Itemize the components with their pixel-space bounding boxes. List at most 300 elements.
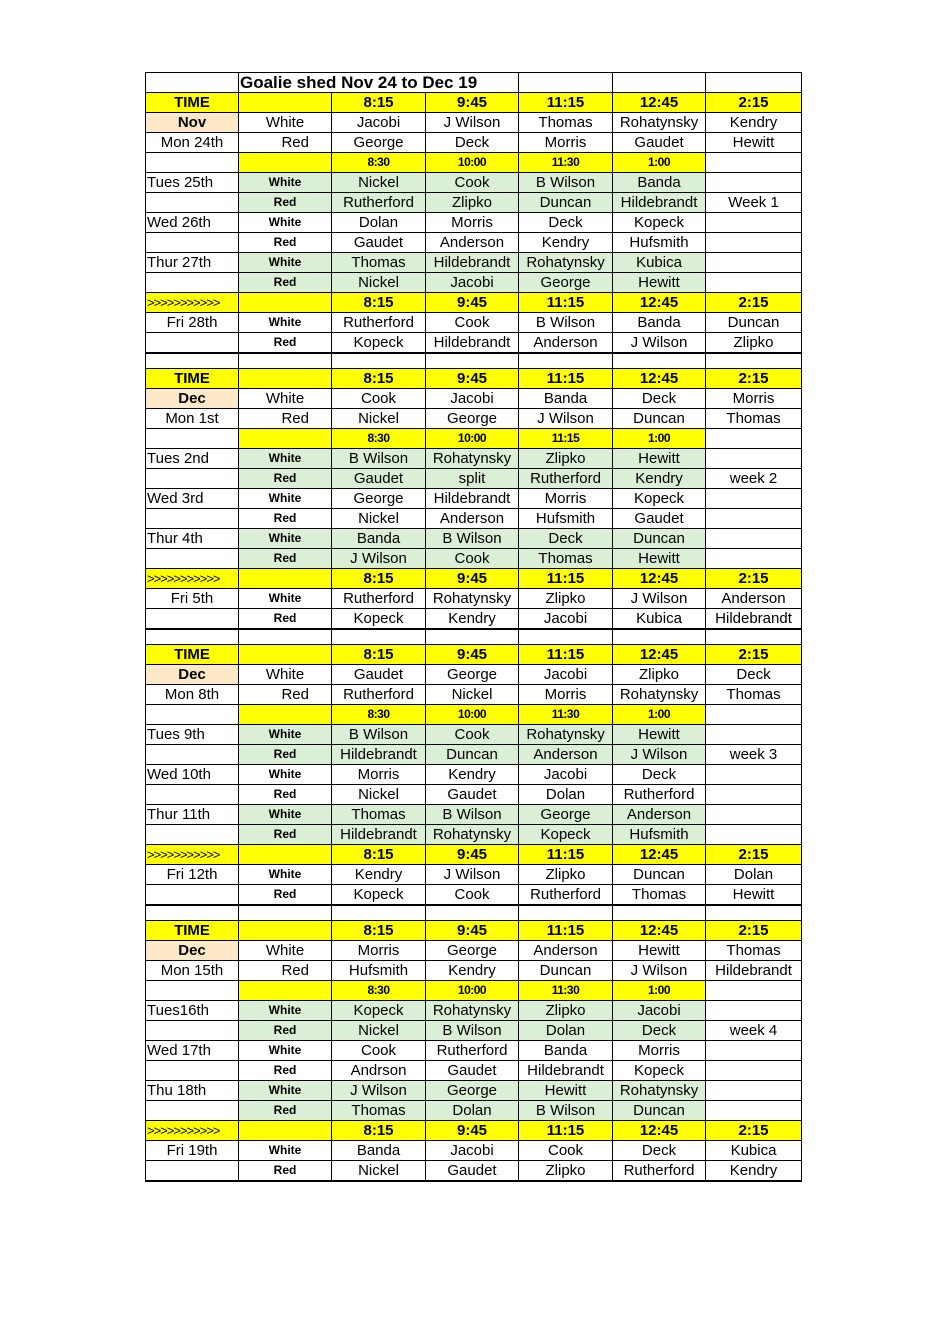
goalie-name: Thomas <box>332 805 426 825</box>
spacer-cell <box>332 629 426 645</box>
goalie-name: Hildebrandt <box>706 609 802 630</box>
time-slot: 9:45 <box>426 369 519 389</box>
goalie-name: George <box>426 1081 519 1101</box>
goalie-name: B Wilson <box>426 1021 519 1041</box>
day-label <box>146 825 239 845</box>
time-slot <box>239 645 332 665</box>
goalie-name: Jacobi <box>426 1141 519 1161</box>
spacer-cell <box>519 629 613 645</box>
month-label: Dec <box>146 941 239 961</box>
team-label: White <box>239 389 332 409</box>
goalie-name: Cook <box>426 173 519 193</box>
goalie-name: Thomas <box>613 885 706 906</box>
time-slot: 2:15 <box>706 369 802 389</box>
time-slot: 8:15 <box>332 645 426 665</box>
time-slot: 11:15 <box>519 93 613 113</box>
goalie-name: Deck <box>519 213 613 233</box>
team-label: White <box>239 253 332 273</box>
team-label: White <box>239 765 332 785</box>
week-label: week 2 <box>706 469 802 489</box>
goalie-name: Rutherford <box>332 589 426 609</box>
spacer-cell <box>613 905 706 921</box>
day-label: Wed 3rd <box>146 489 239 509</box>
day-label: Mon 8th <box>146 685 239 705</box>
spacer-cell <box>146 353 239 369</box>
goalie-name: Dolan <box>332 213 426 233</box>
goalie-name: B Wilson <box>426 805 519 825</box>
friday-time-slot: 9:45 <box>426 293 519 313</box>
time-header: TIME <box>146 645 239 665</box>
subtime-slot <box>146 981 239 1001</box>
team-label: White <box>239 1041 332 1061</box>
goalie-name: B Wilson <box>426 529 519 549</box>
spacer-cell <box>706 353 802 369</box>
team-label: White <box>239 941 332 961</box>
schedule-row-green <box>146 529 802 549</box>
goalie-name: Deck <box>426 133 519 153</box>
friday-time-slot: 8:15 <box>332 569 426 589</box>
schedule-row-green <box>146 449 802 469</box>
goalie-name: Deck <box>706 665 802 685</box>
goalie-name: Kopeck <box>332 609 426 630</box>
day-label <box>146 273 239 293</box>
friday-time-slot <box>239 845 332 865</box>
goalie-name: Deck <box>613 1021 706 1041</box>
subtime-slot <box>706 153 802 173</box>
team-label: White <box>239 665 332 685</box>
week-label <box>706 725 802 745</box>
goalie-name: Zlipko <box>613 665 706 685</box>
title-blank <box>613 73 706 93</box>
goalie-name: Gaudet <box>332 469 426 489</box>
goalie-name: Jacobi <box>332 113 426 133</box>
day-label <box>146 509 239 529</box>
week-label <box>706 549 802 569</box>
goalie-name: Jacobi <box>519 609 613 630</box>
goalie-name: Morris <box>519 489 613 509</box>
spacer-cell <box>332 905 426 921</box>
schedule-row-plain <box>146 685 802 705</box>
schedule-row-fritime <box>146 569 802 589</box>
goalie-name: George <box>426 941 519 961</box>
schedule-row-white <box>146 785 802 805</box>
schedule-row-fritime <box>146 1121 802 1141</box>
schedule-row-fritime <box>146 293 802 313</box>
team-label: Red <box>239 273 332 293</box>
subtime-slot: 11:30 <box>519 705 613 725</box>
team-label: Red <box>239 193 332 213</box>
friday-time-slot: 12:45 <box>613 845 706 865</box>
goalie-name: Zlipko <box>519 589 613 609</box>
goalie-name: Hewitt <box>613 725 706 745</box>
goalie-name: Duncan <box>613 865 706 885</box>
time-slot: 2:15 <box>706 645 802 665</box>
day-label <box>146 469 239 489</box>
schedule-row-time <box>146 369 802 389</box>
goalie-name: Hewitt <box>706 133 802 153</box>
goalie-name: Zlipko <box>706 333 802 354</box>
time-slot <box>239 921 332 941</box>
goalie-name: Banda <box>519 1041 613 1061</box>
week-spacer-row <box>146 629 802 645</box>
time-slot: 9:45 <box>426 921 519 941</box>
friday-time-slot: 11:15 <box>519 845 613 865</box>
time-slot: 11:15 <box>519 369 613 389</box>
day-label <box>146 745 239 765</box>
goalie-name: Kendry <box>426 609 519 630</box>
spacer-cell <box>332 353 426 369</box>
friday-time-slot: 12:45 <box>613 569 706 589</box>
goalie-name: Banda <box>613 173 706 193</box>
subtime-slot: 10:00 <box>426 153 519 173</box>
team-label: White <box>239 213 332 233</box>
day-label <box>146 1021 239 1041</box>
goalie-name: Kendry <box>706 113 802 133</box>
goalie-name: Morris <box>426 213 519 233</box>
goalie-name: J Wilson <box>613 333 706 354</box>
schedule-row-green <box>146 745 802 765</box>
goalie-name: Kubica <box>613 253 706 273</box>
day-label: Tues 25th <box>146 173 239 193</box>
time-slot: 11:15 <box>519 921 613 941</box>
goalie-name: Thomas <box>706 941 802 961</box>
subtime-slot: 8:30 <box>332 429 426 449</box>
schedule-row-plain <box>146 885 802 906</box>
schedule-row-green <box>146 253 802 273</box>
goalie-name: Anderson <box>519 333 613 354</box>
schedule-row-plain <box>146 133 802 153</box>
goalie-name: Thomas <box>332 1101 426 1121</box>
week-label <box>706 173 802 193</box>
goalie-name: Zlipko <box>519 449 613 469</box>
goalie-name: Gaudet <box>613 509 706 529</box>
schedule-row-green <box>146 469 802 489</box>
friday-time-slot: 9:45 <box>426 569 519 589</box>
time-header: TIME <box>146 93 239 113</box>
time-header: TIME <box>146 369 239 389</box>
spacer-cell <box>706 629 802 645</box>
day-label: Fri 19th <box>146 1141 239 1161</box>
goalie-name: B Wilson <box>519 173 613 193</box>
day-label: Fri 5th <box>146 589 239 609</box>
goalie-name: Rohatynsky <box>613 1081 706 1101</box>
goalie-name: J Wilson <box>613 745 706 765</box>
goalie-name: J Wilson <box>332 549 426 569</box>
goalie-name: Rohatynsky <box>519 253 613 273</box>
subtime-slot <box>239 153 332 173</box>
week-label <box>706 273 802 293</box>
schedule-row-white <box>146 1061 802 1081</box>
month-label: Dec <box>146 665 239 685</box>
team-label: Red <box>239 333 332 354</box>
day-label: Mon 24th <box>146 133 239 153</box>
team-label: White <box>239 805 332 825</box>
week-label <box>706 805 802 825</box>
week-label <box>706 253 802 273</box>
schedule-row-green <box>146 805 802 825</box>
schedule-row-plain <box>146 1141 802 1161</box>
goalie-name: B Wilson <box>332 449 426 469</box>
goalie-name <box>706 489 802 509</box>
goalie-name: Cook <box>426 549 519 569</box>
day-label: Wed 26th <box>146 213 239 233</box>
team-label: Red <box>239 409 332 429</box>
title-blank <box>706 73 802 93</box>
goalie-name: Cook <box>426 885 519 906</box>
team-label: Red <box>239 745 332 765</box>
goalie-name: Anderson <box>519 745 613 765</box>
friday-marker: >>>>>>>>>>> <box>146 845 239 865</box>
goalie-name: Gaudet <box>332 665 426 685</box>
time-slot: 9:45 <box>426 93 519 113</box>
schedule-row-green <box>146 825 802 845</box>
goalie-name: Rutherford <box>613 1161 706 1182</box>
team-label: Red <box>239 549 332 569</box>
subtime-slot: 1:00 <box>613 153 706 173</box>
friday-time-slot: 2:15 <box>706 569 802 589</box>
friday-marker: >>>>>>>>>>> <box>146 293 239 313</box>
subtime-slot: 10:00 <box>426 981 519 1001</box>
subtime-slot <box>706 981 802 1001</box>
subtime-slot <box>706 705 802 725</box>
schedule-row-time <box>146 645 802 665</box>
friday-time-slot: 9:45 <box>426 845 519 865</box>
goalie-name: Banda <box>613 313 706 333</box>
goalie-name: Cook <box>426 313 519 333</box>
goalie-name: Kopeck <box>332 885 426 906</box>
goalie-name: Duncan <box>519 193 613 213</box>
friday-time-slot <box>239 293 332 313</box>
week-label <box>706 449 802 469</box>
goalie-name: Hewitt <box>613 549 706 569</box>
month-label: Dec <box>146 389 239 409</box>
schedule-row-white <box>146 509 802 529</box>
goalie-name: Kubica <box>613 609 706 630</box>
goalie-name: Rutherford <box>426 1041 519 1061</box>
goalie-name <box>706 765 802 785</box>
subtime-slot: 11:30 <box>519 981 613 1001</box>
goalie-name: George <box>426 409 519 429</box>
goalie-name: Thomas <box>519 113 613 133</box>
team-label: White <box>239 1141 332 1161</box>
schedule-row-plain <box>146 961 802 981</box>
goalie-name: Kopeck <box>613 489 706 509</box>
spacer-cell <box>239 905 332 921</box>
goalie-name: B Wilson <box>519 313 613 333</box>
friday-time-slot: 11:15 <box>519 293 613 313</box>
schedule-row-month <box>146 941 802 961</box>
goalie-name: Gaudet <box>613 133 706 153</box>
team-label: Red <box>239 609 332 630</box>
goalie-name: Kopeck <box>332 1001 426 1021</box>
goalie-name: Duncan <box>613 409 706 429</box>
subtime-slot <box>146 705 239 725</box>
spacer-cell <box>146 629 239 645</box>
day-label <box>146 1061 239 1081</box>
day-label <box>146 1101 239 1121</box>
goalie-name: Hildebrandt <box>426 489 519 509</box>
goalie-name: Hildebrandt <box>613 193 706 213</box>
goalie-name: Rutherford <box>613 785 706 805</box>
subtime-slot <box>239 981 332 1001</box>
team-label: Red <box>239 509 332 529</box>
goalie-name: Jacobi <box>519 765 613 785</box>
subtime-slot: 10:00 <box>426 429 519 449</box>
goalie-name: Thomas <box>706 685 802 705</box>
goalie-name: Kendry <box>426 961 519 981</box>
day-label: Thur 27th <box>146 253 239 273</box>
team-label: Red <box>239 469 332 489</box>
goalie-name: Kopeck <box>613 1061 706 1081</box>
schedule-row-month <box>146 113 802 133</box>
day-label: Mon 1st <box>146 409 239 429</box>
goalie-name: Anderson <box>613 805 706 825</box>
goalie-name: B Wilson <box>519 1101 613 1121</box>
goalie-name: Duncan <box>706 313 802 333</box>
friday-marker: >>>>>>>>>>> <box>146 569 239 589</box>
day-label <box>146 885 239 906</box>
goalie-name: Thomas <box>519 549 613 569</box>
goalie-name: Andrson <box>332 1061 426 1081</box>
schedule-row-subtime <box>146 429 802 449</box>
schedule-row-green <box>146 273 802 293</box>
day-label: Wed 10th <box>146 765 239 785</box>
goalie-name: Nickel <box>332 785 426 805</box>
friday-time-slot: 8:15 <box>332 293 426 313</box>
goalie-name: Duncan <box>519 961 613 981</box>
friday-time-slot: 2:15 <box>706 293 802 313</box>
day-label: Tues16th <box>146 1001 239 1021</box>
goalie-name: Hewitt <box>613 941 706 961</box>
spacer-cell <box>426 905 519 921</box>
day-label: Thur 4th <box>146 529 239 549</box>
subtime-slot <box>239 705 332 725</box>
team-label: White <box>239 173 332 193</box>
friday-time-slot: 9:45 <box>426 1121 519 1141</box>
friday-time-slot: 8:15 <box>332 845 426 865</box>
team-label: White <box>239 1081 332 1101</box>
goalie-name: Kendry <box>519 233 613 253</box>
schedule-row-subtime <box>146 981 802 1001</box>
subtime-slot <box>239 429 332 449</box>
goalie-name: Dolan <box>426 1101 519 1121</box>
goalie-name: Dolan <box>519 785 613 805</box>
goalie-name: J Wilson <box>426 113 519 133</box>
goalie-name: Morris <box>519 133 613 153</box>
week-label <box>706 1101 802 1121</box>
subtime-slot: 1:00 <box>613 705 706 725</box>
day-label: Fri 28th <box>146 313 239 333</box>
goalie-name: Anderson <box>519 941 613 961</box>
friday-time-slot: 2:15 <box>706 1121 802 1141</box>
day-label: Tues 2nd <box>146 449 239 469</box>
goalie-name: Hufsmith <box>519 509 613 529</box>
schedule-row-green <box>146 1101 802 1121</box>
goalie-name: Rutherford <box>332 193 426 213</box>
goalie-name: Gaudet <box>426 785 519 805</box>
goalie-name: Jacobi <box>519 665 613 685</box>
goalie-name: J Wilson <box>519 409 613 429</box>
schedule-row-subtime <box>146 153 802 173</box>
goalie-name: Hildebrandt <box>332 825 426 845</box>
spacer-cell <box>426 353 519 369</box>
goalie-schedule-table <box>145 72 802 1182</box>
goalie-name: Hildebrandt <box>519 1061 613 1081</box>
friday-time-slot: 2:15 <box>706 845 802 865</box>
goalie-name: Kopeck <box>332 333 426 354</box>
goalie-name: Kopeck <box>613 213 706 233</box>
schedule-row-plain <box>146 313 802 333</box>
goalie-name: J Wilson <box>332 1081 426 1101</box>
friday-time-slot <box>239 1121 332 1141</box>
team-label: Red <box>239 885 332 906</box>
week-label: Week 1 <box>706 193 802 213</box>
schedule-row-green <box>146 725 802 745</box>
goalie-name: Kendry <box>332 865 426 885</box>
schedule-row-plain <box>146 589 802 609</box>
schedule-row-white <box>146 233 802 253</box>
spacer-cell <box>239 353 332 369</box>
day-label <box>146 193 239 213</box>
goalie-name: Cook <box>426 725 519 745</box>
goalie-name: Nickel <box>332 509 426 529</box>
week-label <box>706 1081 802 1101</box>
subtime-slot: 8:30 <box>332 981 426 1001</box>
friday-time-slot <box>239 569 332 589</box>
goalie-name: Hildebrandt <box>426 253 519 273</box>
subtime-slot <box>146 153 239 173</box>
time-slot: 12:45 <box>613 645 706 665</box>
schedule-row-plain <box>146 865 802 885</box>
schedule-row-green <box>146 549 802 569</box>
goalie-name: Nickel <box>332 173 426 193</box>
goalie-name: Banda <box>519 389 613 409</box>
goalie-name: Rutherford <box>332 313 426 333</box>
team-label: White <box>239 529 332 549</box>
goalie-name <box>706 233 802 253</box>
day-label: Mon 15th <box>146 961 239 981</box>
goalie-name: Rohatynsky <box>613 113 706 133</box>
goalie-name: Morris <box>332 765 426 785</box>
team-label: Red <box>239 133 332 153</box>
time-slot: 11:15 <box>519 645 613 665</box>
schedule-row-green <box>146 1081 802 1101</box>
schedule-row-green <box>146 1021 802 1041</box>
goalie-name: George <box>332 133 426 153</box>
title-row <box>146 73 802 93</box>
goalie-name: Morris <box>613 1041 706 1061</box>
goalie-name: B Wilson <box>332 725 426 745</box>
week-label <box>706 1001 802 1021</box>
day-label: Tues 9th <box>146 725 239 745</box>
goalie-name: Hewitt <box>519 1081 613 1101</box>
friday-time-slot: 12:45 <box>613 1121 706 1141</box>
goalie-name: Nickel <box>332 1021 426 1041</box>
schedule-row-green <box>146 173 802 193</box>
goalie-name: Gaudet <box>332 233 426 253</box>
spacer-cell <box>613 629 706 645</box>
goalie-name: Kubica <box>706 1141 802 1161</box>
goalie-name: Jacobi <box>426 273 519 293</box>
month-label: Nov <box>146 113 239 133</box>
schedule-row-month <box>146 389 802 409</box>
spacer-cell <box>706 905 802 921</box>
title-spacer <box>146 73 239 93</box>
time-slot: 2:15 <box>706 921 802 941</box>
day-label <box>146 233 239 253</box>
team-label: White <box>239 113 332 133</box>
goalie-name: J Wilson <box>613 589 706 609</box>
